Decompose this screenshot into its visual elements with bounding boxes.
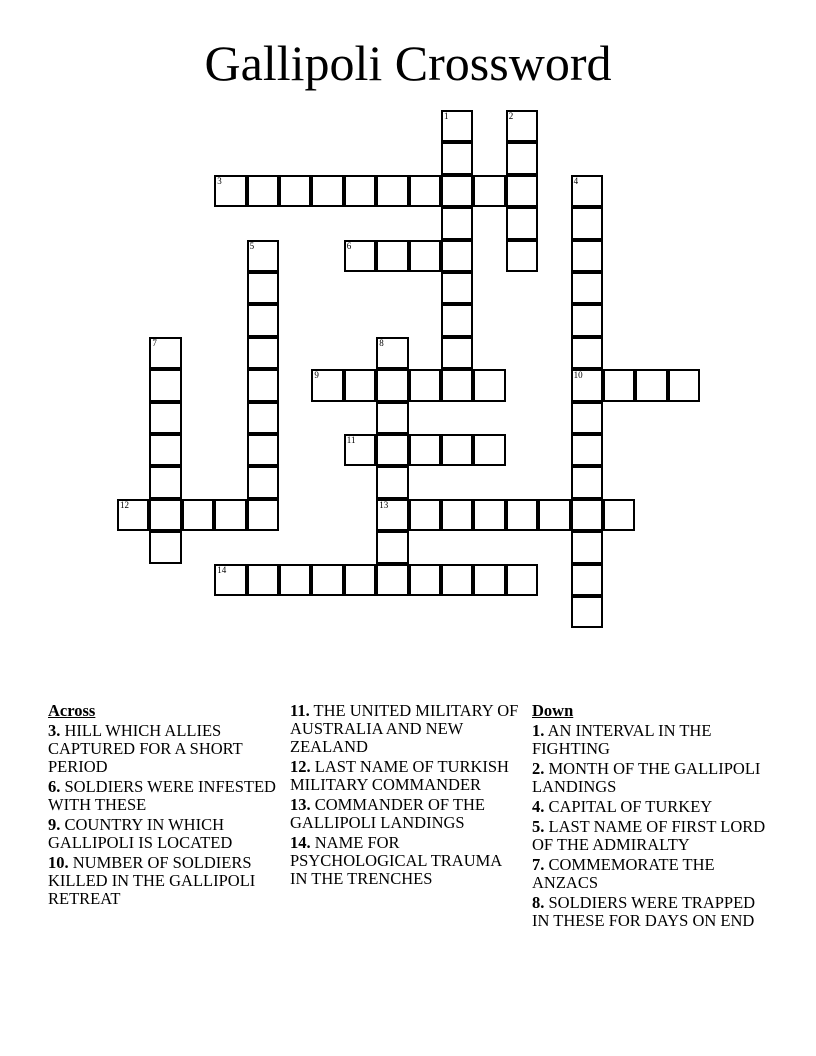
clue [290,796,522,832]
clue-number: 8. [532,893,545,912]
clue-number: 11 [346,435,356,445]
clue-number: 4 [573,175,579,186]
grid-cell[interactable] [344,240,376,272]
grid-cell[interactable] [506,175,538,207]
grid-cell[interactable] [247,564,279,596]
grid-cell[interactable] [571,531,603,563]
grid-cell[interactable] [214,564,246,596]
grid-cell[interactable] [376,337,408,369]
grid-cell[interactable] [149,402,181,434]
grid-cell[interactable] [571,434,603,466]
clue-text: SOLDIERS WERE TRAPPED IN THESE FOR DAYS ON END [532,893,756,930]
clue-number: 3 [217,175,222,186]
grid-cell[interactable] [668,369,700,401]
clue-number: 3. [48,721,61,740]
grid-cell[interactable] [247,272,279,304]
clue-number: 10. [48,853,69,872]
grid-cell[interactable] [441,272,473,304]
grid-cell[interactable] [149,499,181,531]
clue-number: 7. [532,855,545,874]
clue-number: 7 [152,337,157,348]
clue-number: 6 [346,240,352,251]
clue [532,722,772,758]
grid-cell[interactable] [376,564,408,596]
grid-cell[interactable] [571,240,603,272]
grid-cell[interactable] [376,531,408,563]
clue [532,818,772,854]
grid-cell[interactable] [506,142,538,174]
across-clue-list-continued [290,702,522,888]
grid-cell[interactable] [311,369,343,401]
grid-cell[interactable] [409,434,441,466]
clue-number: 12. [290,757,311,776]
clues-column-1 [48,702,278,910]
clue-number: 5. [532,817,545,836]
grid-cell[interactable] [473,434,505,466]
clue [48,722,278,776]
grid-cell[interactable] [376,402,408,434]
grid-cell[interactable] [441,499,473,531]
grid-cell[interactable] [344,175,376,207]
grid-cell[interactable] [441,304,473,336]
grid-cell[interactable] [409,175,441,207]
grid-cell[interactable] [571,369,603,401]
grid-cell[interactable] [311,175,343,207]
grid-cell[interactable] [506,240,538,272]
grid-cell[interactable] [441,564,473,596]
clue-number: 14 [217,564,227,575]
grid-cell[interactable] [247,434,279,466]
grid-cell[interactable] [117,499,149,531]
grid-cell[interactable] [149,369,181,401]
across-clue-list [48,722,278,908]
grid-cell[interactable] [473,564,505,596]
clue-number: 9. [48,815,61,834]
grid-cell[interactable] [571,596,603,628]
grid-cell[interactable] [409,369,441,401]
clue-number: 9 [314,370,319,381]
grid-cell[interactable] [571,207,603,239]
grid-cell[interactable] [344,434,376,466]
clue [290,702,522,756]
clue [290,758,522,794]
clue-text: CAPITAL OF TURKEY [544,797,713,816]
clues-column-3 [532,702,772,932]
clue-text: NUMBER OF SOLDIERS KILLED IN THE GALLIPOLI RETREAT [48,853,256,908]
grid-cell[interactable] [376,240,408,272]
grid-cell[interactable] [473,175,505,207]
grid-cell[interactable] [247,175,279,207]
clue-text: LAST NAME OF TURKISH MILITARY COMMANDER [290,757,509,794]
clues-column-2 [290,702,522,890]
grid-cell[interactable] [506,207,538,239]
down-heading: Down [532,701,574,720]
clue [532,760,772,796]
grid-cell[interactable] [376,369,408,401]
grid-cell[interactable] [247,240,279,272]
clue-text: AN INTERVAL IN THE FIGHTING [532,721,712,758]
grid-cell[interactable] [506,110,538,142]
clue-number: 14. [290,833,311,852]
clue-text: SOLDIERS WERE INFESTED WITH THESE [48,777,276,814]
grid-cell[interactable] [214,499,246,531]
clue-number: 11. [290,701,310,720]
grid-cell[interactable] [409,240,441,272]
grid-cell[interactable] [149,337,181,369]
grid-cell[interactable] [247,402,279,434]
grid-cell[interactable] [571,175,603,207]
clue-text: COMMEMORATE THE ANZACS [532,855,715,892]
clue-number: 6. [48,777,61,796]
grid-cell[interactable] [376,466,408,498]
grid-cell[interactable] [441,175,473,207]
clue [532,798,772,816]
clue-number: 8 [379,337,384,348]
grid-cell[interactable] [149,531,181,563]
grid-cell[interactable] [473,499,505,531]
clue-number: 2 [508,111,514,121]
grid-cell[interactable] [571,402,603,434]
clue-number: 4. [532,797,545,816]
clue-number: 12 [120,499,129,510]
grid-cell[interactable] [571,272,603,304]
clue-number: 13. [290,795,311,814]
grid-cell[interactable] [409,564,441,596]
clue-number: 2. [532,759,545,778]
grid-cell[interactable] [214,175,246,207]
grid-cell[interactable] [376,434,408,466]
grid-cell[interactable] [571,337,603,369]
grid-cell[interactable] [311,564,343,596]
grid-cell[interactable] [344,564,376,596]
clue [48,778,278,814]
grid-cell[interactable] [441,337,473,369]
clue [532,894,772,930]
across-heading: Across [48,701,96,720]
clue-text: COMMANDER OF THE GALLIPOLI LANDINGS [290,795,485,832]
grid-cell[interactable] [149,466,181,498]
clue-text: LAST NAME OF FIRST LORD OF THE ADMIRALTY [532,817,766,854]
grid-cell[interactable] [149,434,181,466]
grid-cell[interactable] [247,369,279,401]
clue [48,816,278,852]
clue-text: MONTH OF THE GALLIPOLI LANDINGS [532,759,761,796]
grid-cell[interactable] [247,337,279,369]
clue-text: COUNTRY IN WHICH GALLIPOLI IS LOCATED [48,815,233,852]
clue-text: HILL WHICH ALLIES CAPTURED FOR A SHORT PERIOD [48,721,243,776]
grid-cell[interactable] [571,466,603,498]
grid-cell[interactable] [344,369,376,401]
grid-cell[interactable] [247,304,279,336]
grid-cell[interactable] [279,175,311,207]
grid-cell[interactable] [603,499,635,531]
clue-number: 5 [249,240,255,251]
grid-cell[interactable] [506,564,538,596]
grid-cell[interactable] [247,466,279,498]
clue [290,834,522,888]
clue-number: 1 [444,111,449,121]
grid-cell[interactable] [441,207,473,239]
clue-number: 1. [532,721,545,740]
grid-cell[interactable] [635,369,667,401]
grid-cell[interactable] [182,499,214,531]
grid-cell[interactable] [441,434,473,466]
clue-text: THE UNITED MILITARY OF AUSTRALIA AND NEW ZEALAND [290,701,519,756]
grid-cell[interactable] [571,564,603,596]
grid-cell[interactable] [571,304,603,336]
grid-cell[interactable] [441,142,473,174]
down-clue-list [532,722,772,930]
page-title: Gallipoli Crossword [204,35,612,91]
grid-cell[interactable] [473,369,505,401]
grid-cell[interactable] [441,369,473,401]
grid-cell[interactable] [279,564,311,596]
grid-cell[interactable] [376,175,408,207]
clue-number: 10 [573,370,583,381]
grid-cell[interactable] [376,499,408,531]
clue-number: 13 [379,499,389,510]
clue-text: NAME FOR PSYCHOLOGICAL TRAUMA IN THE TRENCHES [290,833,502,888]
grid-cell[interactable] [603,369,635,401]
grid-cell[interactable] [441,240,473,272]
grid-cell[interactable] [506,499,538,531]
grid-cell[interactable] [247,499,279,531]
grid-cell[interactable] [441,110,473,142]
clue [48,854,278,908]
clue [532,856,772,892]
grid-cell[interactable] [538,499,570,531]
grid-cell[interactable] [409,499,441,531]
grid-cell[interactable] [571,499,603,531]
